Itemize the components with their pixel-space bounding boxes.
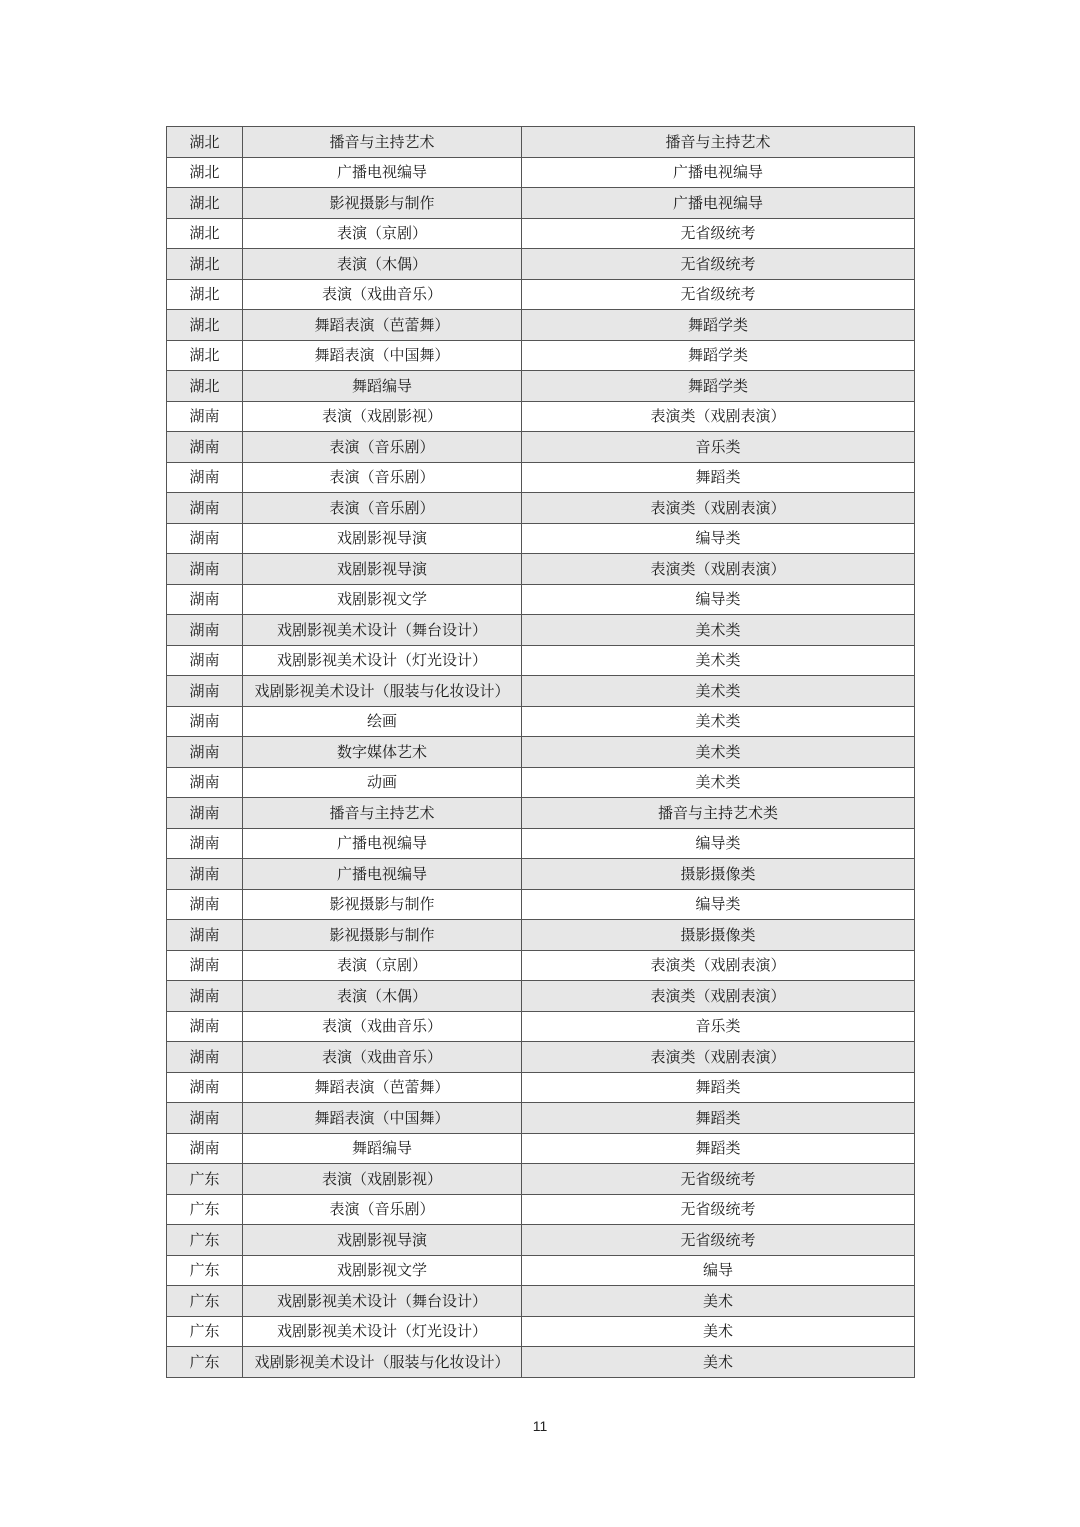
major-cell: 播音与主持艺术 xyxy=(243,127,522,158)
major-cell: 戏剧影视美术设计（舞台设计） xyxy=(243,1286,522,1317)
province-cell: 湖北 xyxy=(167,340,243,371)
table-row xyxy=(167,1316,915,1347)
exam-category-cell: 美术 xyxy=(522,1347,915,1378)
table-body xyxy=(167,127,915,1378)
major-cell: 影视摄影与制作 xyxy=(243,920,522,951)
exam-category-cell: 舞蹈学类 xyxy=(522,371,915,402)
table-row xyxy=(167,615,915,646)
table-row xyxy=(167,859,915,890)
exam-category-cell: 摄影摄像类 xyxy=(522,859,915,890)
exam-category-cell: 编导类 xyxy=(522,584,915,615)
major-cell: 戏剧影视导演 xyxy=(243,554,522,585)
exam-category-cell: 美术类 xyxy=(522,676,915,707)
exam-category-cell: 美术类 xyxy=(522,645,915,676)
major-cell: 表演（京剧） xyxy=(243,218,522,249)
exam-category-cell: 舞蹈类 xyxy=(522,1103,915,1134)
province-cell: 湖南 xyxy=(167,554,243,585)
major-cell: 舞蹈表演（芭蕾舞） xyxy=(243,310,522,341)
data-table xyxy=(166,126,915,1378)
province-cell: 湖南 xyxy=(167,462,243,493)
province-cell: 湖南 xyxy=(167,1103,243,1134)
province-cell: 湖南 xyxy=(167,432,243,463)
exam-category-cell: 美术类 xyxy=(522,737,915,768)
major-cell: 表演（戏曲音乐） xyxy=(243,279,522,310)
major-cell: 表演（音乐剧） xyxy=(243,1194,522,1225)
province-cell: 湖北 xyxy=(167,279,243,310)
province-cell: 湖北 xyxy=(167,249,243,280)
table-row xyxy=(167,188,915,219)
exam-category-cell: 无省级统考 xyxy=(522,1225,915,1256)
table-row xyxy=(167,279,915,310)
major-cell: 绘画 xyxy=(243,706,522,737)
province-cell: 湖南 xyxy=(167,1011,243,1042)
table-row xyxy=(167,462,915,493)
table-row xyxy=(167,798,915,829)
major-cell: 戏剧影视美术设计（服装与化妆设计） xyxy=(243,676,522,707)
province-cell: 湖南 xyxy=(167,401,243,432)
province-cell: 湖南 xyxy=(167,889,243,920)
province-cell: 湖南 xyxy=(167,798,243,829)
province-cell: 湖南 xyxy=(167,767,243,798)
province-cell: 湖南 xyxy=(167,523,243,554)
major-cell: 表演（京剧） xyxy=(243,950,522,981)
major-cell: 表演（木偶） xyxy=(243,249,522,280)
table-row xyxy=(167,432,915,463)
table-row xyxy=(167,371,915,402)
province-cell: 湖北 xyxy=(167,127,243,158)
major-cell: 表演（戏剧影视） xyxy=(243,1164,522,1195)
table-row xyxy=(167,1072,915,1103)
province-cell: 广东 xyxy=(167,1194,243,1225)
major-cell: 舞蹈编导 xyxy=(243,1133,522,1164)
province-cell: 湖南 xyxy=(167,1042,243,1073)
province-cell: 湖北 xyxy=(167,188,243,219)
exam-category-cell: 美术类 xyxy=(522,706,915,737)
province-cell: 湖南 xyxy=(167,615,243,646)
exam-category-cell: 音乐类 xyxy=(522,432,915,463)
table-row xyxy=(167,401,915,432)
province-cell: 湖北 xyxy=(167,157,243,188)
province-cell: 湖南 xyxy=(167,859,243,890)
exam-category-cell: 美术 xyxy=(522,1286,915,1317)
major-cell: 表演（音乐剧） xyxy=(243,432,522,463)
major-cell: 舞蹈表演（中国舞） xyxy=(243,1103,522,1134)
exam-category-cell: 表演类（戏剧表演） xyxy=(522,493,915,524)
table-row xyxy=(167,1286,915,1317)
major-cell: 表演（戏曲音乐） xyxy=(243,1011,522,1042)
exam-category-cell: 无省级统考 xyxy=(522,1194,915,1225)
major-cell: 戏剧影视美术设计（服装与化妆设计） xyxy=(243,1347,522,1378)
table-row xyxy=(167,920,915,951)
major-cell: 舞蹈表演（中国舞） xyxy=(243,340,522,371)
province-cell: 湖北 xyxy=(167,218,243,249)
province-cell: 广东 xyxy=(167,1255,243,1286)
table-row xyxy=(167,1133,915,1164)
exam-category-cell: 无省级统考 xyxy=(522,1164,915,1195)
exam-category-cell: 舞蹈类 xyxy=(522,462,915,493)
table-row xyxy=(167,157,915,188)
table-row xyxy=(167,1194,915,1225)
exam-category-cell: 舞蹈类 xyxy=(522,1133,915,1164)
exam-category-cell: 无省级统考 xyxy=(522,279,915,310)
major-cell: 戏剧影视美术设计（灯光设计） xyxy=(243,1316,522,1347)
exam-category-cell: 广播电视编导 xyxy=(522,157,915,188)
province-cell: 广东 xyxy=(167,1347,243,1378)
table-row xyxy=(167,1225,915,1256)
province-cell: 湖北 xyxy=(167,371,243,402)
table-row xyxy=(167,554,915,585)
exam-category-cell: 广播电视编导 xyxy=(522,188,915,219)
major-cell: 广播电视编导 xyxy=(243,859,522,890)
exam-category-cell: 无省级统考 xyxy=(522,218,915,249)
major-cell: 广播电视编导 xyxy=(243,828,522,859)
table-row xyxy=(167,523,915,554)
major-cell: 表演（戏剧影视） xyxy=(243,401,522,432)
table-row xyxy=(167,340,915,371)
province-cell: 湖南 xyxy=(167,1072,243,1103)
table-row xyxy=(167,1164,915,1195)
exam-category-cell: 播音与主持艺术类 xyxy=(522,798,915,829)
major-cell: 戏剧影视美术设计（灯光设计） xyxy=(243,645,522,676)
exam-category-cell: 音乐类 xyxy=(522,1011,915,1042)
table-row xyxy=(167,1255,915,1286)
province-cell: 湖南 xyxy=(167,1133,243,1164)
exam-category-cell: 表演类（戏剧表演） xyxy=(522,981,915,1012)
table-row xyxy=(167,127,915,158)
exam-category-cell: 表演类（戏剧表演） xyxy=(522,554,915,585)
province-cell: 湖南 xyxy=(167,828,243,859)
major-cell: 表演（戏曲音乐） xyxy=(243,1042,522,1073)
major-cell: 戏剧影视文学 xyxy=(243,1255,522,1286)
table-row xyxy=(167,828,915,859)
table-row xyxy=(167,310,915,341)
exam-category-cell: 表演类（戏剧表演） xyxy=(522,1042,915,1073)
exam-category-cell: 编导 xyxy=(522,1255,915,1286)
major-cell: 舞蹈表演（芭蕾舞） xyxy=(243,1072,522,1103)
table-row xyxy=(167,1011,915,1042)
exam-category-cell: 美术 xyxy=(522,1316,915,1347)
exam-category-cell: 编导类 xyxy=(522,828,915,859)
table-row xyxy=(167,706,915,737)
table-row xyxy=(167,645,915,676)
exam-category-cell: 美术类 xyxy=(522,767,915,798)
table-row xyxy=(167,676,915,707)
major-cell: 动画 xyxy=(243,767,522,798)
major-cell: 戏剧影视导演 xyxy=(243,523,522,554)
province-cell: 广东 xyxy=(167,1164,243,1195)
exam-category-cell: 播音与主持艺术 xyxy=(522,127,915,158)
province-cell: 湖南 xyxy=(167,493,243,524)
table-row xyxy=(167,249,915,280)
province-cell: 湖北 xyxy=(167,310,243,341)
exam-category-cell: 表演类（戏剧表演） xyxy=(522,401,915,432)
province-cell: 湖南 xyxy=(167,584,243,615)
province-cell: 湖南 xyxy=(167,645,243,676)
major-cell: 舞蹈编导 xyxy=(243,371,522,402)
table-row xyxy=(167,1042,915,1073)
table-row xyxy=(167,584,915,615)
table-row xyxy=(167,1103,915,1134)
table-row xyxy=(167,889,915,920)
province-cell: 湖南 xyxy=(167,920,243,951)
exam-category-cell: 编导类 xyxy=(522,889,915,920)
major-cell: 影视摄影与制作 xyxy=(243,188,522,219)
table-row xyxy=(167,1347,915,1378)
province-cell: 广东 xyxy=(167,1225,243,1256)
province-cell: 广东 xyxy=(167,1316,243,1347)
province-cell: 湖南 xyxy=(167,676,243,707)
major-cell: 广播电视编导 xyxy=(243,157,522,188)
page-number: 11 xyxy=(532,1418,548,1434)
province-cell: 湖南 xyxy=(167,737,243,768)
major-cell: 戏剧影视美术设计（舞台设计） xyxy=(243,615,522,646)
table-row xyxy=(167,493,915,524)
exam-category-cell: 摄影摄像类 xyxy=(522,920,915,951)
major-cell: 表演（音乐剧） xyxy=(243,462,522,493)
exam-category-cell: 表演类（戏剧表演） xyxy=(522,950,915,981)
exam-category-cell: 无省级统考 xyxy=(522,249,915,280)
table-row xyxy=(167,218,915,249)
table-row xyxy=(167,737,915,768)
major-cell: 戏剧影视文学 xyxy=(243,584,522,615)
exam-category-cell: 舞蹈类 xyxy=(522,1072,915,1103)
exam-category-cell: 美术类 xyxy=(522,615,915,646)
exam-category-cell: 编导类 xyxy=(522,523,915,554)
table-row xyxy=(167,950,915,981)
major-cell: 戏剧影视导演 xyxy=(243,1225,522,1256)
province-cell: 广东 xyxy=(167,1286,243,1317)
exam-category-cell: 舞蹈学类 xyxy=(522,340,915,371)
major-cell: 表演（音乐剧） xyxy=(243,493,522,524)
major-cell: 影视摄影与制作 xyxy=(243,889,522,920)
major-cell: 表演（木偶） xyxy=(243,981,522,1012)
province-cell: 湖南 xyxy=(167,981,243,1012)
exam-category-cell: 舞蹈学类 xyxy=(522,310,915,341)
table-row xyxy=(167,767,915,798)
province-cell: 湖南 xyxy=(167,950,243,981)
table-row xyxy=(167,981,915,1012)
major-cell: 数字媒体艺术 xyxy=(243,737,522,768)
major-cell: 播音与主持艺术 xyxy=(243,798,522,829)
province-cell: 湖南 xyxy=(167,706,243,737)
